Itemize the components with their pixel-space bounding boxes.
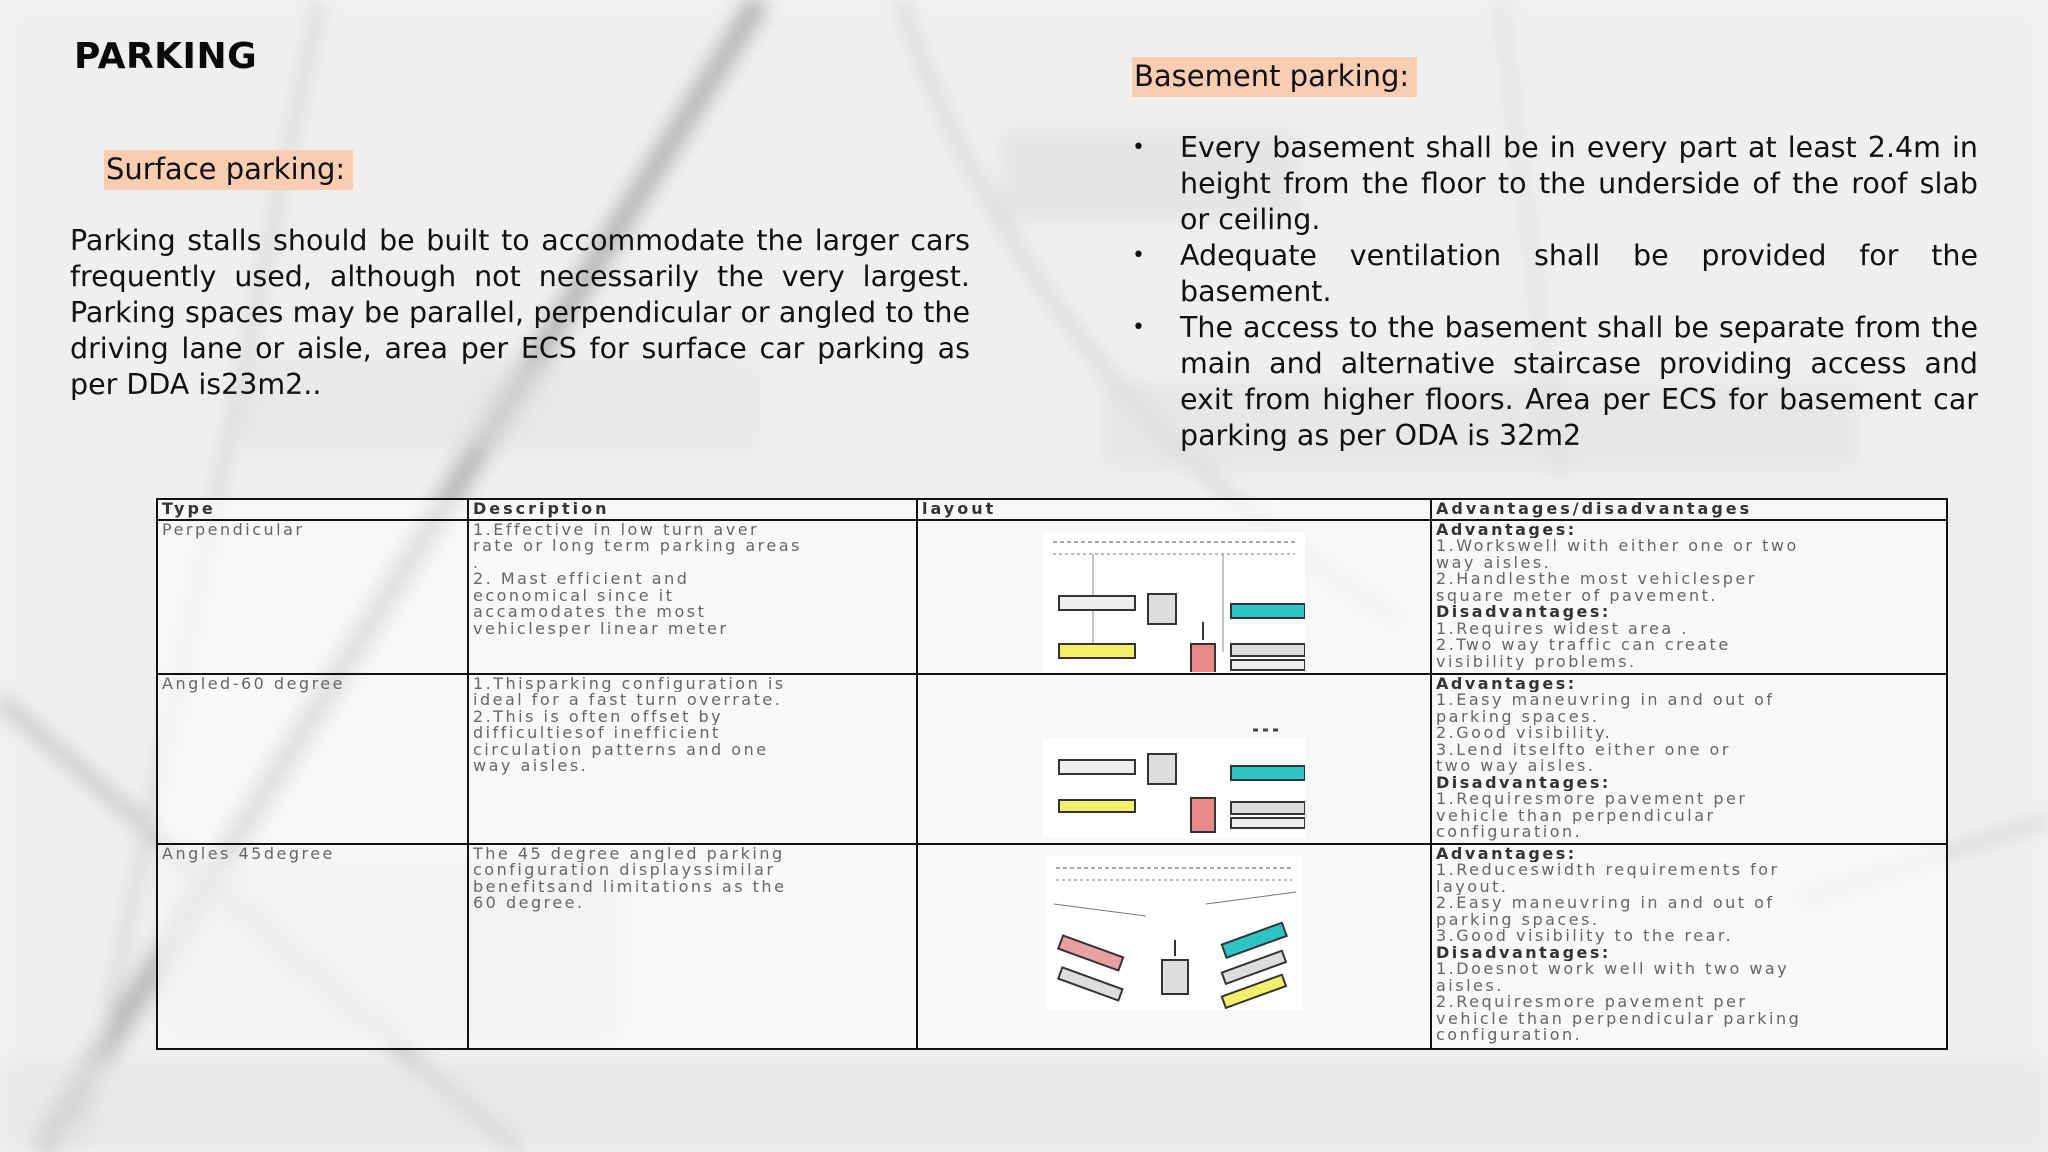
advantages-cell (1431, 844, 1947, 1049)
surface-parking-label: Surface parking: (104, 150, 353, 190)
description-line: circulation patterns and one (473, 741, 769, 758)
description-cell (468, 674, 917, 844)
advantages-line: parking spaces. (1436, 708, 1600, 725)
advantages-line: visibility problems. (1436, 653, 1637, 670)
parking-types-table (156, 498, 1948, 1050)
advantages-line: vehicle than perpendicular (1436, 807, 1716, 824)
advantages-line: 2.Requiresmore pavement per (1436, 994, 1748, 1011)
layout-cell (917, 674, 1431, 844)
bullet-icon: • (1132, 243, 1145, 268)
description-line: way aisles. (473, 758, 589, 775)
description-line: accamodates the most (473, 604, 707, 621)
description-line: 60 degree. (473, 895, 585, 912)
basement-point-text: Adequate ventilation shall be provided for the basement. (1180, 239, 1978, 308)
description-line: . (473, 554, 481, 571)
table-row (157, 674, 1947, 844)
layout-cell (917, 844, 1431, 1049)
advantages-cell (1431, 520, 1947, 674)
advantages-heading: Advantages: (1436, 675, 1577, 692)
advantages-heading: Disadvantages: (1436, 774, 1611, 791)
layout-cell (917, 520, 1431, 674)
basement-parking-list (1132, 130, 1978, 454)
advantages-line: 2.Two way traffic can create (1436, 637, 1731, 654)
advantages-heading: Disadvantages: (1436, 604, 1611, 621)
advantages-line: parking spaces. (1436, 911, 1600, 928)
angled-60-parking-diagram (1043, 698, 1305, 838)
advantages-line: configuration. (1436, 824, 1583, 841)
description-line: vehiclesper linear meter (473, 620, 729, 637)
type-cell: Perpendicular (157, 520, 468, 674)
basement-parking-label: Basement parking: (1132, 57, 1417, 97)
advantages-line: layout. (1436, 878, 1509, 895)
description-line: difficultiesof inefficient (473, 725, 721, 742)
advantages-line: 2.Easy maneuvring in and out of (1436, 895, 1775, 912)
description-line: 1.Thisparking configuration is (473, 675, 786, 692)
description-line: The 45 degree angled parking (473, 845, 785, 862)
description-line: 1.Effective in low turn aver (473, 521, 760, 538)
advantages-line: 3.Good visibility to the rear. (1436, 928, 1734, 945)
advantages-line: two way aisles. (1436, 758, 1596, 775)
advantages-cell (1431, 674, 1947, 844)
basement-point-text: The access to the basement shall be separate from the main and alternative staircase providing access and exit from higher floors. Area per ECS for basement car parking as per ODA is 32m2 (1180, 311, 1978, 452)
bullet-icon: • (1132, 135, 1145, 160)
perpendicular-parking-diagram (1043, 532, 1305, 672)
advantages-line: 1.Requiresmore pavement per (1436, 791, 1748, 808)
advantages-line: vehicle than perpendicular parking (1436, 1010, 1802, 1027)
header-advantages: Advantages/disadvantages (1431, 499, 1947, 520)
advantages-heading: Advantages: (1436, 521, 1577, 538)
type-cell: Angles 45degree (157, 844, 468, 1049)
advantages-line: 3.Lend itselfto either one or (1436, 741, 1731, 758)
advantages-line: 1.Workswell with either one or two (1436, 538, 1799, 555)
table-row (157, 844, 1947, 1049)
advantages-line: 1.Doesnot work well with two way (1436, 961, 1790, 978)
advantages-line: configuration. (1436, 1027, 1583, 1044)
advantages-line: 1.Easy maneuvring in and out of (1436, 692, 1775, 709)
description-cell (468, 844, 917, 1049)
advantages-line: 1.Reduceswidth requirements for (1436, 862, 1780, 879)
page-title: PARKING (74, 36, 258, 77)
table-row (157, 520, 1947, 674)
table-header-row (157, 499, 1947, 520)
description-line: 2. Mast efficient and (473, 571, 690, 588)
advantages-line: 1.Requires widest area . (1436, 620, 1689, 637)
description-line: economical since it (473, 587, 675, 604)
advantages-heading: Advantages: (1436, 845, 1577, 862)
description-line: 2.This is often offset by (473, 708, 724, 725)
header-type: Type (157, 499, 468, 520)
advantages-line: way aisles. (1436, 554, 1552, 571)
angled-45-parking-diagram (1046, 856, 1302, 1010)
description-line: benefitsand limitations as the (473, 878, 787, 895)
description-line: rate or long term parking areas (473, 538, 802, 555)
description-cell (468, 520, 917, 674)
advantages-line: 2.Handlesthe most vehiclesper (1436, 571, 1757, 588)
advantages-line: square meter of pavement. (1436, 587, 1719, 604)
bullet-icon: • (1132, 315, 1145, 340)
basement-point (1132, 310, 1978, 454)
basement-point (1132, 130, 1978, 238)
header-description: Description (468, 499, 917, 520)
description-line: configuration displayssimilar (473, 862, 776, 879)
type-cell: Angled-60 degree (157, 674, 468, 844)
basement-point (1132, 238, 1978, 310)
description-line: ideal for a fast turn overrate. (473, 692, 783, 709)
advantages-line: aisles. (1436, 977, 1504, 994)
basement-point-text: Every basement shall be in every part at least 2.4m in height from the floor to the underside of the roof slab or ceiling. (1180, 131, 1978, 236)
header-layout: layout (917, 499, 1431, 520)
advantages-heading: Disadvantages: (1436, 944, 1611, 961)
surface-parking-text: Parking stalls should be built to accommodate the larger cars frequently used, although not necessarily the very largest. Parking spaces may be parallel, perpendicular or angled to the driving lane or aisle, area per ECS for surface car parking as per DDA is23m2.. (70, 224, 970, 401)
advantages-line: 2.Good visibility. (1436, 725, 1613, 742)
